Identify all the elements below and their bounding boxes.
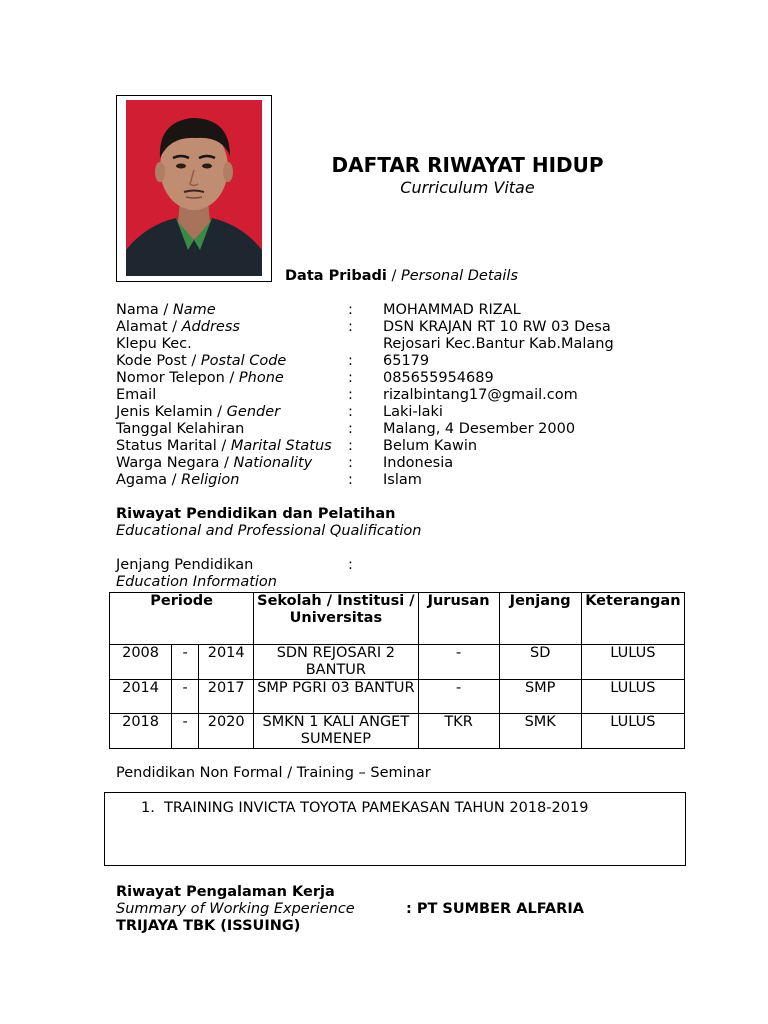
field-value: Indonesia xyxy=(383,455,454,471)
nonformal-box xyxy=(104,792,686,866)
cell-level: SMP xyxy=(499,680,581,714)
field-value: Malang, 4 Desember 2000 xyxy=(383,421,576,437)
field-value: 65179 xyxy=(383,353,430,369)
field-label: Jenis Kelamin / Gender xyxy=(116,404,281,420)
field-colon: : xyxy=(348,302,353,318)
field-label: Kode Post / Postal Code xyxy=(116,353,287,369)
personal-details-heading xyxy=(285,268,518,284)
personal-heading-en: Personal Details xyxy=(400,268,519,284)
table-row xyxy=(110,645,685,680)
photo-frame xyxy=(116,95,272,282)
cell-school: SMP PGRI 03 BANTUR xyxy=(254,680,418,714)
cell-from: 2018 xyxy=(110,714,172,749)
education-level-label: Jenjang Pendidikan xyxy=(116,557,254,573)
cell-to: 2014 xyxy=(199,645,254,680)
education-heading-en: Educational and Professional Qualification xyxy=(116,523,422,539)
cell-note: LULUS xyxy=(581,714,684,749)
table-row xyxy=(110,714,685,749)
col-header-periode: Periode xyxy=(110,593,254,645)
personal-heading-sep: / xyxy=(386,268,401,284)
cell-level: SMK xyxy=(499,714,581,749)
cell-major: - xyxy=(418,680,499,714)
cell-to: 2020 xyxy=(199,714,254,749)
field-colon: : xyxy=(348,472,353,488)
field-value: Rejosari Kec.Bantur Kab.Malang xyxy=(383,336,614,352)
field-value: rizalbintang17@gmail.com xyxy=(383,387,578,403)
field-label: Agama / Religion xyxy=(116,472,240,488)
field-value: Belum Kawin xyxy=(383,438,478,454)
field-label: Warga Negara / Nationality xyxy=(116,455,313,471)
cell-major: TKR xyxy=(418,714,499,749)
education-heading: Riwayat Pendidikan dan Pelatihan xyxy=(116,506,396,522)
field-value: Laki-laki xyxy=(383,404,443,420)
nonformal-heading: Pendidikan Non Formal / Training – Seminar xyxy=(116,765,431,781)
cell-dash: - xyxy=(172,680,199,714)
cell-school: SDN REJOSARI 2 BANTUR xyxy=(254,645,418,680)
list-item xyxy=(141,800,588,816)
table-row xyxy=(110,680,685,714)
field-label: Tanggal Kelahiran xyxy=(116,421,245,437)
field-label: Email xyxy=(116,387,157,403)
education-table xyxy=(109,592,685,749)
cell-dash: - xyxy=(172,645,199,680)
field-colon: : xyxy=(348,387,353,403)
field-value: MOHAMMAD RIZAL xyxy=(383,302,521,318)
field-label: Alamat / Address xyxy=(116,319,240,335)
education-level-label-en: Education Information xyxy=(116,574,277,590)
person-portrait-icon xyxy=(126,100,262,276)
personal-heading-text: Data Pribadi xyxy=(285,268,387,284)
document-title: DAFTAR RIWAYAT HIDUP xyxy=(331,153,604,177)
table-header-row xyxy=(110,593,685,645)
list-item-number: 1. xyxy=(141,800,155,816)
cell-to: 2017 xyxy=(199,680,254,714)
col-header-jenjang: Jenjang xyxy=(499,593,581,645)
field-label: Nama / Name xyxy=(116,302,216,318)
work-company-line2: TRIJAYA TBK (ISSUING) xyxy=(116,918,301,934)
cell-note: LULUS xyxy=(581,680,684,714)
field-colon: : xyxy=(348,455,353,471)
field-colon: : xyxy=(348,319,353,335)
profile-photo xyxy=(126,100,262,276)
field-colon: : xyxy=(348,353,353,369)
field-label: Nomor Telepon / Phone xyxy=(116,370,284,386)
cell-dash: - xyxy=(172,714,199,749)
field-label: Status Marital / Marital Status xyxy=(116,438,332,454)
col-header-keterangan: Keterangan xyxy=(581,593,684,645)
education-level-colon: : xyxy=(348,557,353,573)
document-subtitle: Curriculum Vitae xyxy=(400,178,535,197)
field-value: Islam xyxy=(383,472,422,488)
field-colon: : xyxy=(348,370,353,386)
field-colon: : xyxy=(348,438,353,454)
work-company-line1: : PT SUMBER ALFARIA xyxy=(406,901,584,917)
cell-note: LULUS xyxy=(581,645,684,680)
work-heading-en: Summary of Working Experience xyxy=(116,901,355,917)
cell-major: - xyxy=(418,645,499,680)
cell-school: SMKN 1 KALI ANGET SUMENEP xyxy=(254,714,418,749)
field-label: Klepu Kec. xyxy=(116,336,192,352)
field-value: 085655954689 xyxy=(383,370,494,386)
work-heading: Riwayat Pengalaman Kerja xyxy=(116,884,335,900)
list-item-text: TRAINING INVICTA TOYOTA PAMEKASAN TAHUN 2018-2019 xyxy=(164,800,589,816)
col-header-jurusan: Jurusan xyxy=(418,593,499,645)
field-colon: : xyxy=(348,421,353,437)
field-value: DSN KRAJAN RT 10 RW 03 Desa xyxy=(383,319,611,335)
col-header-sekolah: Sekolah / Institusi / Universitas xyxy=(254,593,418,645)
field-colon: : xyxy=(348,404,353,420)
cell-from: 2014 xyxy=(110,680,172,714)
cell-level: SD xyxy=(499,645,581,680)
cell-from: 2008 xyxy=(110,645,172,680)
